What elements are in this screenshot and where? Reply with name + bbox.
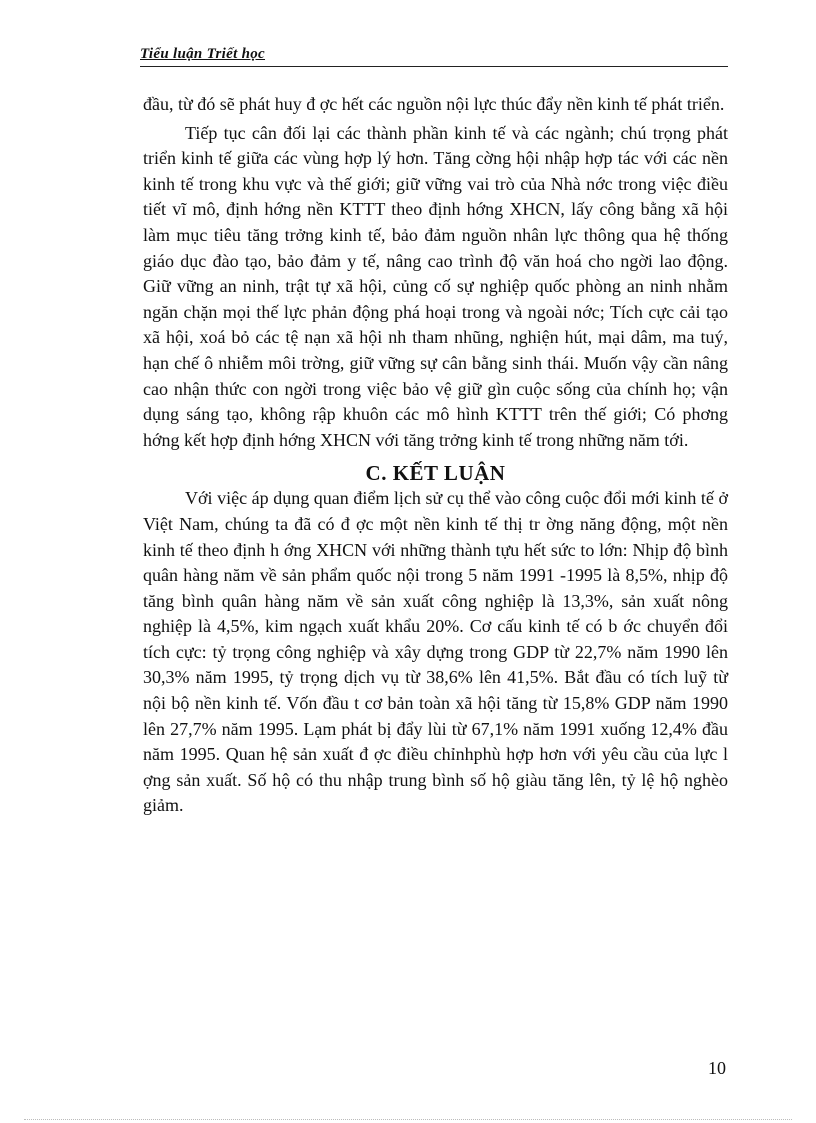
paragraph-2: Tiếp tục cân đối lại các thành phần kinh tế và các ngành; chú trọng phát triển kinh tế giữa các vùng hợp lý hơn. Tăng cờng hội nhập hợp tác với các nền kinh tế trong khu vực và thế giới; giữ vững vai trò của Nhà nớc trong việc điều tiết vĩ mô, định hớng nền KTTT theo định hớng XHCN, lấy công bằng xã hội làm mục tiêu tăng trởng kinh tế, bảo đảm nguồn nhân lực thông qua hệ thống giáo dục đào tạo, bảo đảm y tế, nâng cao trình độ văn hoá cho ngời lao động. Giữ vững an ninh, trật tự xã hội, củng cố sự nghiệp quốc phòng an ninh nhằm ngăn chặn mọi thế lực phản động phá hoại trong và ngoài nớc; Tích cực cải tạo xã hội, xoá bỏ các tệ nạn xã hội nh tham nhũng, nghiện hút, mại dâm, ma tuý, hạn chế ô nhiễm môi trờng, giữ vững sự cân bằng sinh thái. Muốn vậy cần nâng cao nhận thức con ngời trong việc bảo vệ giữ gìn cuộc sống của chính họ; vận dụng sáng tạo, không rập khuôn các mô hình KTTT trên thế giới; Có phơng hớng kết hợp định hớng XHCN với tăng trởng kinh tế trong những năm tới. <box>143 122 728 450</box>
paragraph-1: đầu, từ đó sẽ phát huy đ ợc hết các nguồn nội lực thúc đẩy nền kinh tế phát triển. <box>143 94 725 114</box>
header-title: Tiểu luận Triết học <box>140 46 266 62</box>
page-header <box>140 44 728 67</box>
document-body <box>143 92 728 819</box>
page-number: 10 <box>708 1058 726 1078</box>
section-title: C. KẾT LUẬN <box>365 461 506 486</box>
paragraph-3: Với việc áp dụng quan điểm lịch sử cụ thể vào công cuộc đổi mới kinh tế ở Việt Nam, chúng ta đã có đ ợc một nền kinh tế thị tr ờng năng động, một nền kinh tế theo định h ớng XHCN với những thành tựu hết sức to lớn: Nhịp độ bình quân hàng năm về sản phẩm quốc nội trong 5 năm 1991 -1995 là 8,5%, nhịp độ tăng bình quân hàng năm về sản xuất công nghiệp là 13,3%, sản xuất nông nghiệp là 4,5%, kim ngạch xuất khẩu 20%. Cơ cấu kinh tế có b ớc chuyển đổi tích cực: tỷ trọng công nghiệp và xây dựng trong GDP từ 22,7% năm 1990 lên 30,3% năm 1995, tỷ trọng dịch vụ từ 38,6% lên 41,5%. Bắt đầu có tích luỹ từ nội bộ nền kinh tế. Vốn đầu t cơ bản toàn xã hội tăng từ 15,8% GDP năm 1990 lên 27,7% năm 1995. Lạm phát bị đẩy lùi từ 67,1% năm 1991 xuống 12,4% đầu năm 1995. Quan hệ sản xuất đ ợc điều chỉnhphù hợp hơn với yêu cầu của lực l ợng sản xuất. Số hộ có thu nhập trung bình số hộ giàu tăng lên, tỷ lệ hộ nghèo giảm. <box>143 488 728 816</box>
page-bottom-divider <box>24 1119 792 1120</box>
